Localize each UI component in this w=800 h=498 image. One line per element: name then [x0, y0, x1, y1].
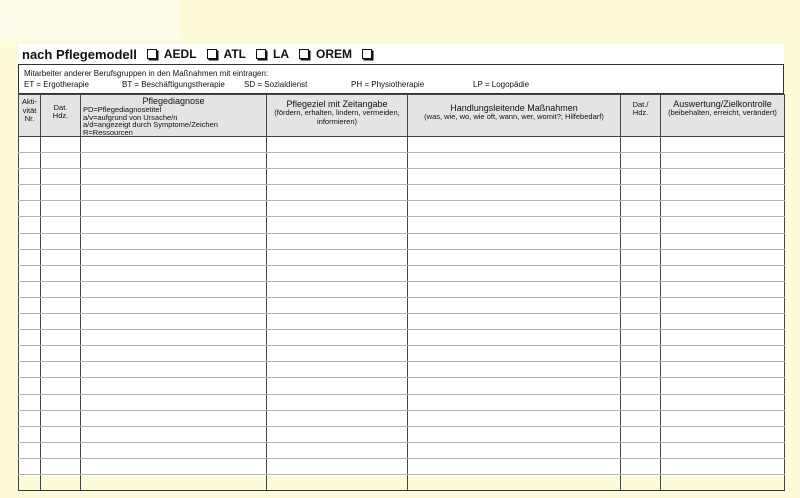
table-row — [19, 330, 785, 346]
table-cell[interactable] — [408, 249, 621, 265]
table-cell[interactable] — [19, 201, 41, 217]
table-cell[interactable] — [41, 201, 81, 217]
table-cell[interactable] — [81, 426, 267, 442]
table-cell[interactable] — [267, 201, 408, 217]
table-cell[interactable] — [267, 169, 408, 185]
table-cell[interactable] — [661, 169, 785, 185]
table-cell[interactable] — [267, 458, 408, 474]
table-cell[interactable] — [621, 233, 661, 249]
table-cell[interactable] — [19, 265, 41, 281]
table-cell[interactable] — [408, 314, 621, 330]
page-corner — [0, 0, 180, 42]
table-cell[interactable] — [81, 474, 267, 490]
table-cell[interactable] — [621, 474, 661, 490]
table-cell[interactable] — [621, 137, 661, 153]
table-cell[interactable] — [19, 281, 41, 297]
table-cell[interactable] — [408, 474, 621, 490]
checkbox-icon[interactable] — [299, 49, 309, 59]
form-header — [18, 44, 784, 64]
table-cell[interactable] — [41, 217, 81, 233]
care-plan-table — [18, 94, 785, 491]
table-cell[interactable] — [408, 185, 621, 201]
table-cell[interactable] — [621, 378, 661, 394]
table-cell[interactable] — [41, 185, 81, 201]
table-row — [19, 314, 785, 330]
table-cell[interactable] — [621, 458, 661, 474]
table-cell[interactable] — [81, 458, 267, 474]
table-cell[interactable] — [621, 346, 661, 362]
table-cell[interactable] — [19, 410, 41, 426]
table-cell[interactable] — [41, 137, 81, 153]
table-row — [19, 281, 785, 297]
table-cell[interactable] — [19, 314, 41, 330]
table-cell[interactable] — [621, 394, 661, 410]
table-row — [19, 233, 785, 249]
abbr-ph: PH = Physiotherapie — [351, 80, 425, 89]
table-cell[interactable] — [81, 169, 267, 185]
table-cell[interactable] — [267, 362, 408, 378]
table-cell[interactable] — [41, 442, 81, 458]
table-row — [19, 426, 785, 442]
table-cell[interactable] — [661, 281, 785, 297]
table-header-row — [19, 95, 785, 137]
table-cell[interactable] — [267, 137, 408, 153]
abbr-et: ET = Ergotherapie — [24, 80, 90, 89]
table-cell[interactable] — [408, 458, 621, 474]
table-cell[interactable] — [267, 281, 408, 297]
table-body — [19, 137, 785, 491]
table-cell[interactable] — [19, 330, 41, 346]
col-pflegediagnose: Pflegediagnose PD=Pflegediagnosetitel a/v=aufgrund von Ursache/n a/d=angezeigt durch Symptome/Zeichen R=Ressourcen — [81, 95, 267, 137]
table-cell[interactable] — [267, 185, 408, 201]
checkbox-icon[interactable] — [207, 49, 217, 59]
table-cell[interactable] — [267, 314, 408, 330]
checkbox-icon[interactable] — [147, 49, 157, 59]
table-cell[interactable] — [267, 346, 408, 362]
table-cell[interactable] — [41, 362, 81, 378]
table-cell[interactable] — [41, 281, 81, 297]
table-cell[interactable] — [661, 426, 785, 442]
table-cell[interactable] — [41, 426, 81, 442]
model-option-atl[interactable]: ATL — [207, 47, 246, 61]
table-cell[interactable] — [408, 426, 621, 442]
table-cell[interactable] — [267, 394, 408, 410]
table-cell[interactable] — [41, 314, 81, 330]
table-cell[interactable] — [661, 394, 785, 410]
table-row — [19, 249, 785, 265]
table-cell[interactable] — [621, 442, 661, 458]
table-cell[interactable] — [19, 185, 41, 201]
table-cell[interactable] — [408, 265, 621, 281]
table-cell[interactable] — [41, 249, 81, 265]
table-cell[interactable] — [81, 201, 267, 217]
legend-intro: Mitarbeiter anderer Berufsgruppen in den Maßnahmen mit eintragen: — [24, 69, 269, 78]
table-cell[interactable] — [41, 153, 81, 169]
table-cell[interactable] — [41, 474, 81, 490]
table-cell[interactable] — [81, 314, 267, 330]
table-cell[interactable] — [81, 330, 267, 346]
table-cell[interactable] — [621, 153, 661, 169]
table-cell[interactable] — [661, 297, 785, 313]
table-cell[interactable] — [621, 410, 661, 426]
table-cell[interactable] — [81, 410, 267, 426]
table-cell[interactable] — [661, 153, 785, 169]
table-row — [19, 442, 785, 458]
table-cell[interactable] — [661, 362, 785, 378]
form-title: nach Pflegemodell — [22, 46, 137, 62]
table-cell[interactable] — [661, 346, 785, 362]
table-cell[interactable] — [408, 378, 621, 394]
table-cell[interactable] — [621, 281, 661, 297]
model-option-orem[interactable]: OREM — [299, 47, 352, 61]
table-cell[interactable] — [661, 137, 785, 153]
table-row — [19, 169, 785, 185]
table-cell[interactable] — [81, 265, 267, 281]
col-massnahmen: Handlungsleitende Maßnahmen (was, wie, wo, wie oft, wann, wer, womit?; Hilfebedarf) — [408, 95, 621, 137]
table-cell[interactable] — [661, 378, 785, 394]
table-cell[interactable] — [19, 137, 41, 153]
model-option-la[interactable]: LA — [256, 47, 289, 61]
table-row — [19, 201, 785, 217]
table-cell[interactable] — [19, 442, 41, 458]
table-cell[interactable] — [41, 233, 81, 249]
table-cell[interactable] — [408, 346, 621, 362]
table-cell[interactable] — [81, 281, 267, 297]
model-option-other[interactable] — [362, 49, 375, 59]
abbr-bt: BT = Beschäftigungstherapie — [122, 80, 225, 89]
model-option-aedl[interactable]: AEDL — [147, 47, 197, 61]
checkbox-icon[interactable] — [362, 49, 372, 59]
table-row — [19, 153, 785, 169]
table-row — [19, 346, 785, 362]
table-cell[interactable] — [408, 297, 621, 313]
table-cell[interactable] — [81, 394, 267, 410]
table-cell[interactable] — [81, 217, 267, 233]
table-cell[interactable] — [408, 153, 621, 169]
col-auswertung: Auswertung/Zielkontrolle (beibehalten, erreicht, verändert) — [661, 95, 785, 137]
table-cell[interactable] — [621, 185, 661, 201]
table-row — [19, 217, 785, 233]
table-cell[interactable] — [81, 137, 267, 153]
table-cell[interactable] — [81, 233, 267, 249]
table-cell[interactable] — [267, 442, 408, 458]
table-cell[interactable] — [41, 346, 81, 362]
table-cell[interactable] — [19, 426, 41, 442]
abbr-sd: SD = Sozialdienst — [244, 80, 308, 89]
table-cell[interactable] — [81, 153, 267, 169]
table-cell[interactable] — [267, 426, 408, 442]
table-row — [19, 474, 785, 490]
table-cell[interactable] — [81, 185, 267, 201]
table-cell[interactable] — [408, 362, 621, 378]
table-cell[interactable] — [19, 458, 41, 474]
table-cell[interactable] — [408, 217, 621, 233]
table-cell[interactable] — [621, 297, 661, 313]
checkbox-icon[interactable] — [256, 49, 266, 59]
table-cell[interactable] — [621, 201, 661, 217]
table-cell[interactable] — [267, 249, 408, 265]
table-cell[interactable] — [19, 169, 41, 185]
table-cell[interactable] — [19, 474, 41, 490]
table-row — [19, 458, 785, 474]
table-cell[interactable] — [41, 410, 81, 426]
table-cell[interactable] — [41, 169, 81, 185]
table-cell[interactable] — [661, 474, 785, 490]
table-cell[interactable] — [408, 330, 621, 346]
table-row — [19, 185, 785, 201]
table-cell[interactable] — [267, 153, 408, 169]
table-cell[interactable] — [81, 346, 267, 362]
care-plan-sheet — [18, 44, 784, 476]
table-cell[interactable] — [81, 442, 267, 458]
table-row — [19, 378, 785, 394]
table-cell[interactable] — [661, 217, 785, 233]
table-cell[interactable] — [41, 265, 81, 281]
table-cell[interactable] — [267, 297, 408, 313]
table-cell[interactable] — [661, 410, 785, 426]
table-cell[interactable] — [661, 330, 785, 346]
table-cell[interactable] — [267, 233, 408, 249]
table-cell[interactable] — [41, 378, 81, 394]
table-cell[interactable] — [19, 346, 41, 362]
table-cell[interactable] — [621, 217, 661, 233]
table-cell[interactable] — [19, 153, 41, 169]
table-cell[interactable] — [19, 394, 41, 410]
table-cell[interactable] — [621, 249, 661, 265]
table-cell[interactable] — [661, 233, 785, 249]
table-cell[interactable] — [267, 330, 408, 346]
table-cell[interactable] — [19, 362, 41, 378]
table-cell[interactable] — [267, 217, 408, 233]
table-cell[interactable] — [408, 169, 621, 185]
table-cell[interactable] — [408, 281, 621, 297]
table-cell[interactable] — [621, 330, 661, 346]
table-cell[interactable] — [621, 362, 661, 378]
table-cell[interactable] — [408, 442, 621, 458]
table-cell[interactable] — [267, 410, 408, 426]
table-cell[interactable] — [19, 217, 41, 233]
table-cell[interactable] — [41, 458, 81, 474]
table-row — [19, 137, 785, 153]
table-cell[interactable] — [661, 185, 785, 201]
table-cell[interactable] — [41, 297, 81, 313]
table-cell[interactable] — [661, 442, 785, 458]
table-row — [19, 410, 785, 426]
profession-legend — [18, 64, 784, 94]
col-aktivitaet: Akti- vität Nr. — [19, 95, 41, 137]
table-cell[interactable] — [661, 458, 785, 474]
table-row — [19, 297, 785, 313]
table-cell[interactable] — [41, 394, 81, 410]
table-cell[interactable] — [408, 201, 621, 217]
table-cell[interactable] — [267, 265, 408, 281]
table-cell[interactable] — [408, 137, 621, 153]
table-cell[interactable] — [408, 410, 621, 426]
table-cell[interactable] — [41, 330, 81, 346]
table-cell[interactable] — [81, 362, 267, 378]
table-row — [19, 362, 785, 378]
table-cell[interactable] — [19, 378, 41, 394]
table-cell[interactable] — [81, 378, 267, 394]
table-row — [19, 394, 785, 410]
table-cell[interactable] — [621, 169, 661, 185]
table-cell[interactable] — [19, 249, 41, 265]
table-cell[interactable] — [19, 233, 41, 249]
col-pflegeziel: Pflegeziel mit Zeitangabe (fördern, erhalten, lindern, vermeiden, informieren) — [267, 95, 408, 137]
abbr-lp: LP = Logopädie — [473, 80, 530, 89]
table-cell[interactable] — [621, 265, 661, 281]
table-cell[interactable] — [661, 265, 785, 281]
table-cell[interactable] — [19, 297, 41, 313]
table-cell[interactable] — [621, 314, 661, 330]
table-cell[interactable] — [267, 474, 408, 490]
table-cell[interactable] — [621, 426, 661, 442]
col-datum-hdz: Dat./ Hdz. — [621, 95, 661, 137]
table-cell[interactable] — [81, 297, 267, 313]
legend-abbreviations — [24, 80, 783, 89]
col-datum: Dat. Hdz. — [41, 95, 81, 137]
table-cell[interactable] — [267, 378, 408, 394]
table-cell[interactable] — [408, 394, 621, 410]
table-cell[interactable] — [408, 233, 621, 249]
table-cell[interactable] — [661, 314, 785, 330]
table-cell[interactable] — [661, 201, 785, 217]
table-cell[interactable] — [661, 249, 785, 265]
table-row — [19, 265, 785, 281]
table-cell[interactable] — [81, 249, 267, 265]
